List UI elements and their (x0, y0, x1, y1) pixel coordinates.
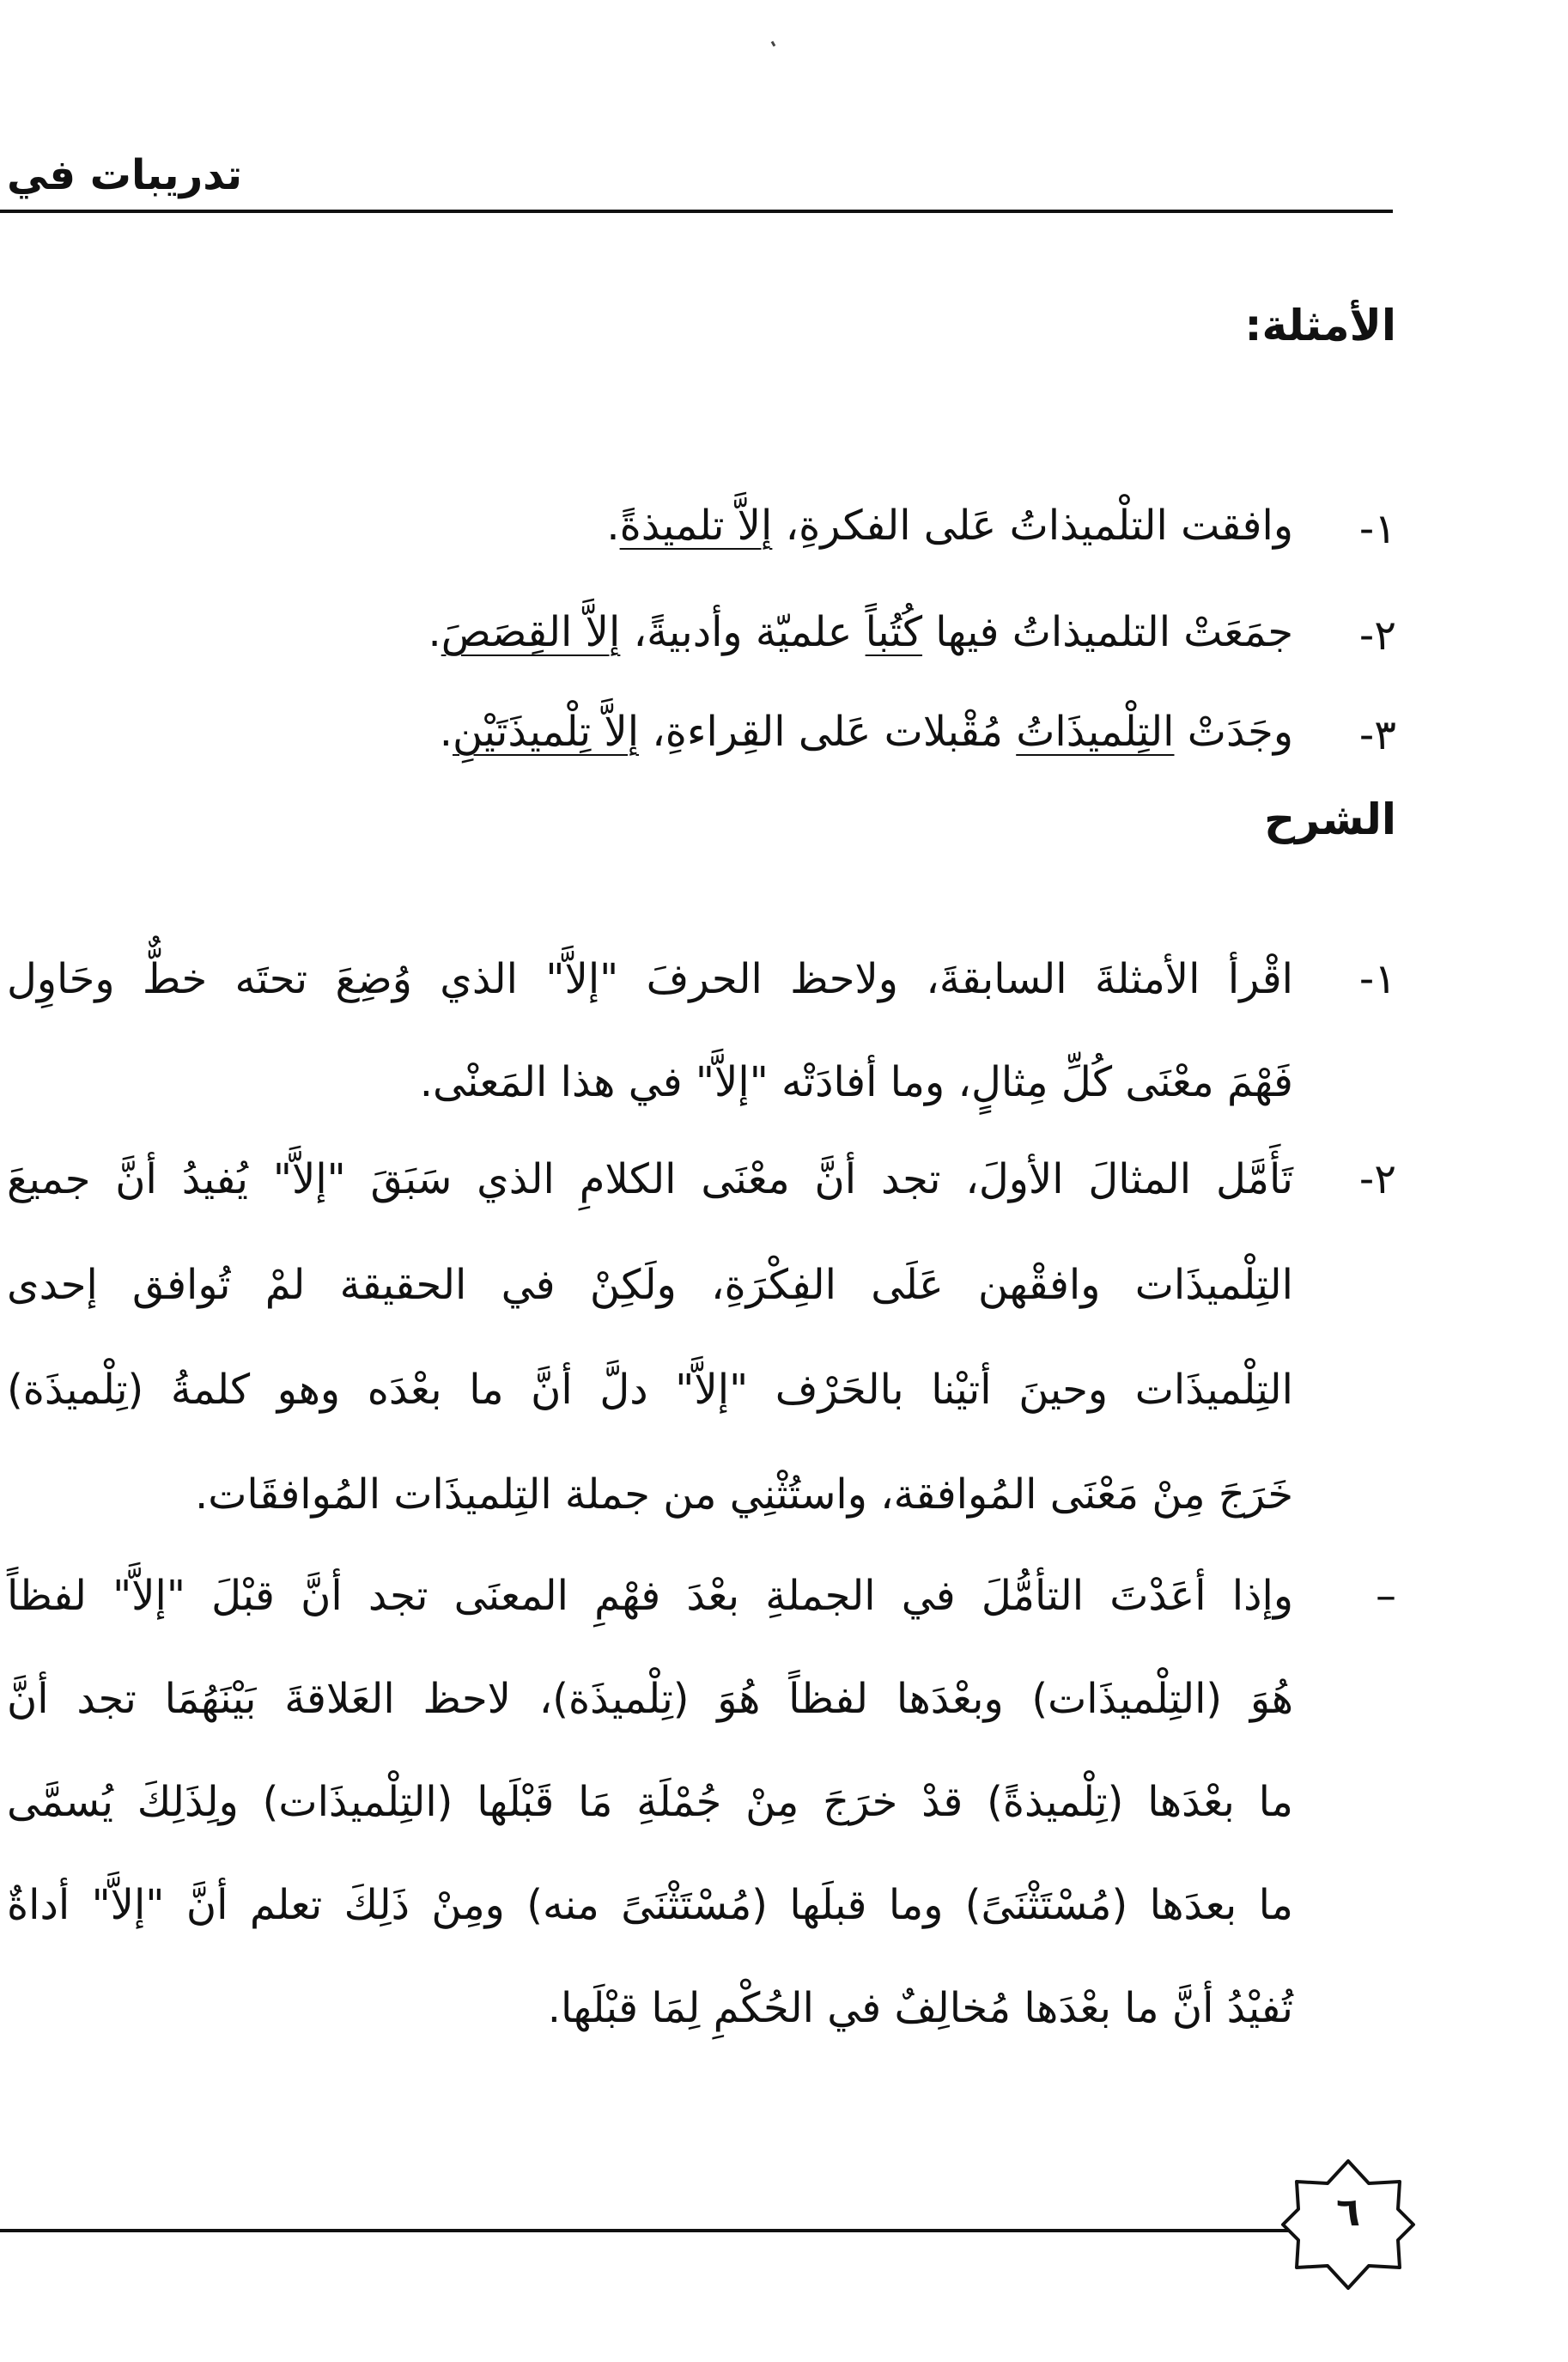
example-1-text: وافقت التلْميذاتُ عَلى الفكرةِ، (772, 502, 1293, 550)
point-3-line: وإذا أعَدْتَ التأمُّلَ في الجملةِ بعْدَ فهْمِ المعنَى تجد أنَّ قبْلَ "إلاَّ" لفظاً (7, 1572, 1293, 1620)
point-3-line: تُفيْدُ أنَّ ما بعْدَها مُخالِفٌ في الحُكْمِ لِمَا قبْلَها. (547, 1984, 1293, 2032)
point-1-line: فَهْمَ معْنَى كُلِّ مِثالٍ، وما أفادَتْه "إلاَّ" في هذا المَعنْى. (419, 1058, 1293, 1106)
point-2-line: التِلْميذَات وحينَ أتيْنا بالحَرْف "إلاَّ" دلَّ أنَّ ما بعْدَه وهو كلمةُ (تِلْميذَة) (7, 1366, 1293, 1414)
explanation-heading: الشرح (1264, 794, 1396, 844)
scan-speck (771, 41, 776, 47)
example-2 (428, 608, 1293, 656)
point-3-dash: – (1376, 1572, 1396, 1620)
example-1 (606, 502, 1293, 550)
point-3-line: هُوَ (التِلْميذَات) وبعْدَها لفظاً هُوَ (تِلْميذَة)، لاحظ العَلاقةَ بَيْنَهُمَا تجد أنَّ (7, 1675, 1293, 1723)
example-2-number: ٢- (1358, 612, 1396, 660)
point-1-number: ١- (1358, 955, 1396, 1003)
example-3-underlined-1: التِلْميذَاتُ (1016, 708, 1175, 756)
example-2-end: . (428, 608, 441, 656)
examples-heading: الأمثلة: (1244, 301, 1396, 350)
example-1-underlined: إلاَّ تلميذةً (619, 502, 773, 550)
point-1-line: اقْرأ الأمثلةَ السابقةَ، ولاحظ الحرفَ "إلاَّ" الذي وُضِعَ تحتَه خطٌّ وحَاوِل (7, 955, 1293, 1003)
example-2-underlined-1: كُتُباً (865, 608, 923, 656)
point-2-number: ٢- (1358, 1155, 1396, 1203)
header-rule (0, 210, 1393, 213)
example-3-middle: مُقْبلات عَلى القِراءةِ، (639, 708, 1017, 756)
example-1-number: ١- (1358, 505, 1396, 553)
example-3-underlined-2: إلاَّ تِلْميذَتَيْنِ (453, 708, 640, 756)
example-3 (439, 708, 1293, 756)
running-title: تدريبات في (7, 151, 242, 199)
example-3-end: . (439, 708, 453, 756)
example-2-middle: علميّة وأدبيةً، (620, 608, 866, 656)
point-3-line: ما بعدَها (مُسْتَثْنَىً) وما قبلَها (مُسْتَثْنَىً منه) ومِنْ ذَلِكَ تعلم أنَّ "إلاَّ" أداةٌ (7, 1881, 1293, 1929)
point-2-line: التِلْميذَات وافقْهن عَلَى الفِكْرَةِ، ولَكِنْ في الحقيقة لمْ تُوافق إحدى (7, 1261, 1293, 1309)
point-2-line: تَأَمَّل المثالَ الأولَ، تجد أنَّ معْنَى الكلامِ الذي سَبَقَ "إلاَّ" يُفيدُ أنَّ جميعَ (7, 1155, 1293, 1203)
example-3-number: ٣- (1358, 711, 1396, 759)
page-number: ٦ (1335, 2189, 1361, 2235)
example-1-end: . (606, 502, 620, 550)
example-2-text: جمَعَتْ التلميذاتُ فيها (922, 608, 1293, 656)
footer-rule (0, 2229, 1288, 2232)
point-2-line: خَرَجَ مِنْ مَعْنَى المُوافقة، واستُثْنِي من جملة التِلميذَات المُوافقَات. (194, 1470, 1293, 1519)
point-3-line: ما بعْدَها (تِلْميذةً) قدْ خرَجَ مِنْ جُمْلَةِ مَا قَبْلَها (التِلْميذَات) ولِذَلِكَ يُسمَّى (7, 1778, 1293, 1826)
example-3-text: وجَدَتْ (1174, 708, 1293, 756)
example-2-underlined-2: إلاَّ القِصَصَ (441, 608, 621, 656)
